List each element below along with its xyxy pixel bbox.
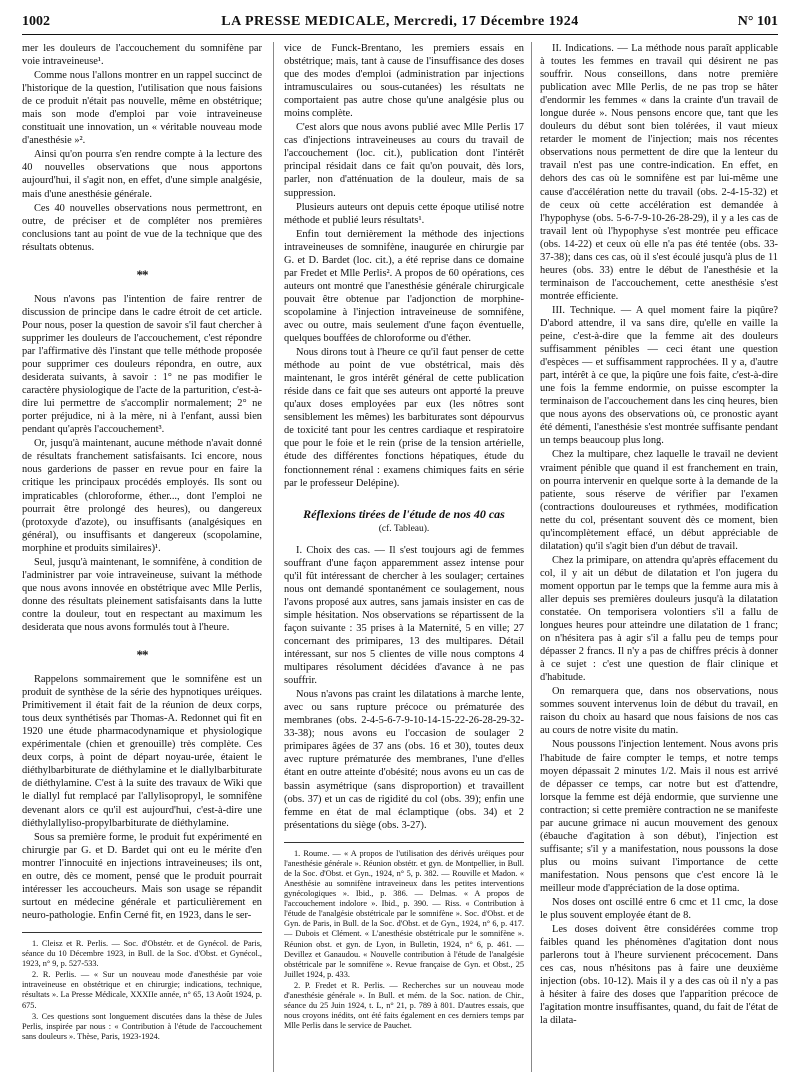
paragraph: Rappelons sommairement que le somnifène est un produit de synthèse de la série des hypnotiques uréiques. Primitivement il était fait de la réunion de deux corps, tous deux synthétisés par Thomas-A. Redonnet qui fit en 1920 une étude pharmacodynamique et physiologique expérimentale (chien et grenouille) très complète. Ces deux corps, à point de départ noyau-urée, étaient le diéthylbarbiturate de diéthylamine et le diallylbarbiturate de diéthylamine. C'est à la suite des travaux de Wiki que le diallyl fut remplacé par l'allylisopropyl, le somnifène devenant alors ce qu'il est aujourd'hui, c'est-à-dire une diéthylallyliso-propylbarbiturate de diéthylamine. (22, 674, 262, 829)
paragraph: Nous dirons tout à l'heure ce qu'il faut penser de cette méthode au point de vue obstétrical, mais dès maintenant, le gros intérêt général de cette publication réside dans ce fait que ses auteurs ont apporté la preuve qu'aux doses employées par eux (les nôtres sont sensiblement les mêmes) les barbiturates sont dépourvus de toxicité tant pour les centres cardiaque et respiratoire que pour le foie et le rein (prise de la tension artérielle, étude des différentes fonctions hépatiques, étude du fonctionnement rénal : examens chimiques faits en série par le professeur Delépine). (284, 347, 524, 489)
paragraph: Chez la primipare, on attendra qu'après effacement du col, il y ait un début de dilatation et l'on jugera du moment opportun par le temps que la femme aura mis à aller depuis ses premières douleurs jusqu'à la dilatation constatée. On temporisera volontiers s'il a fallu de longues heures pour atteindre une dilatation de 1 franc; on n'hésitera pas à agir s'il a fallu peu de temps pour dépasser 2 francs. Il n'y a pas de chiffres précis à donner à ce sujet : c'est une question de flair clinique et d'habitude. (540, 554, 778, 684)
paragraph: On remarquera que, dans nos observations, nous sommes souvent intervenus loin de début du travail, en raison du choix au hasard que nous faisions de nos cas au cours de notre visite du matin. (540, 686, 778, 737)
paragraph: Enfin tout dernièrement la méthode des injections intraveineuses de somnifène, inaugurée en chirurgie par G. et D. Bardet (loc. cit.), a été reprise dans ce domaine par Fredet et Mlle Perlis². A propos de 60 opérations, ces auteurs ont montré que l'anesthésie générale chirurgicale pouvait être obtenue par l'adjonction de morphine-scopolamine à l'injection intraveineuse de somnifène, avec ou outre, mais seulement d'une façon éventuelle, quelques bouffées de chloroforme ou d'éther. (284, 228, 524, 345)
section-separator: ** (136, 647, 148, 663)
paragraph: III. Technique. — A quel moment faire la piqûre? D'abord attendre, il va sans dire, qu'elle en vaille la peine, c'est-à-dire que la femme ait des douleurs suffisamment pénibles — ceci étant une question d'espèces — et suffisamment rapprochées. Il y a, d'autre part, intérêt à ce que, la piqûre une fois faite, c'est-à-dire une fois la femme endormie, on puisse escompter la terminaison de l'accouchement dans les cinq heures, bien que nous ayons des observations où, ce pronostic ayant été démenti, l'anesthésie s'est montrée suffisante pendant un temps beaucoup plus long. (540, 304, 778, 447)
paragraph: Sous sa première forme, le produit fut expérimenté en chirurgie par G. et D. Bardet qui ont eu le mérite d'en montrer l'innocuité en injections intraveineuses; ils ont, en outre, dès ce moment, pensé que le produit pourrait intéresser les accoucheurs. Mais son usage se répandit surtout en médecine générale et particulièrement en neuro-pathologie. Enfin Cerné fit, en 1923, dans le ser- (22, 831, 262, 921)
footnote-rule (22, 932, 262, 933)
issue-number: N° 101 (737, 14, 778, 29)
paragraph: Nous n'avons pas craint les dilatations à marche lente, avec ou sans rupture précoce ou prématurée des membranes (obs. 2-4-5-6-7-9-10-14-15-22-26-28-29-32-33-38); nous avons eu l'occasion de soulager 2 primipares âgées de 37 ans (obs. 16 et 30), toutes deux avec rupture prématurée des membranes, l'une d'elles étant en outre atteinte d'obésité; nous avons eu un cas de bassin asymétrique (sans disproportion) et travaillent (obs. 37) et un cas de rigidité du col (obs. 39); enfin une femme en état de mal éclamptique (obs. 34) et 2 présentations du siège (obs. 3-27). (284, 689, 524, 831)
section-separator: ** (136, 266, 148, 282)
footnote-rule (284, 842, 524, 843)
page-header (22, 10, 778, 35)
paragraph: I. Choix des cas. — Il s'est toujours agi de femmes souffrant d'une façon apparemment assez intense pour qu'il fût intéressant de chercher à les soulager; certaines nous ont demandé spontanément ce soulagement, nous l'avons proposé aux autres, sans jamais insister en cas de simple hésitation. Nos observations se répartissent de la façon suivante : 35 prises à la Maternité, 5 en ville; 27 concernant des primipares, 13 des multipares. Détail intéressant, sur nos 5 clientes de ville nous comptons 4 multipares résolument décidées d'avance à ne pas souffrir. (284, 544, 524, 687)
paragraph: II. Indications. — La méthode nous paraît applicable à toutes les femmes en travail qui désirent ne pas souffrir. Nous conseillons, dans notre première publication avec Mlle Perlis, de ne pas trop se hâter d'endormir les femmes « dans la crainte d'un travail de longue durée ». Nous pensons encore que, tant que les douleurs du début sont bien tolérées, il vaut mieux retarder le moment de l'injection; mais nos récentes observations nous permettent de dire que la lenteur du travail n'est pas une contre-indication. En effet, en dehors des cas où le somnifène est par lui-même une cause d'accélération nette du travail (obs. 2-4-15-32) et de ceux où cette accélération est demandée à l'hypophyse (obs. 5-6-7-9-10-26-28-29), il y a les cas de travail lent où l'hypophyse s'est montrée peu efficace (obs. 14-22) et ceux où elle n'a pas été tentée (obs. 33-37-38); dans ces cas, où il s'est écoulé jusqu'à plus de 11 heures (obs. 33) entre le début de l'anesthésie et la terminaison de l'accouchement, cette anesthésie s'est montrée efficiente. (540, 43, 778, 302)
footnote: 1. Cleisz et R. Perlis. — Soc. d'Obstétr. et de Gynécol. de Paris, séance du 10 Décembre 1923, in Bull. de la Soc. d'Obst. et Gynécol., 1923, n° 9, p. 527-533. (22, 938, 262, 969)
footnotes (284, 849, 524, 1032)
footnotes (22, 939, 262, 1042)
page-number: 1002 (22, 14, 50, 29)
paragraph: Nos doses ont oscillé entre 6 cmc et 11 cmc, la dose le plus souvent employée étant de 8. (540, 897, 778, 922)
paragraph: Nous n'avons pas l'intention de faire rentrer de discussion de principe dans le cadre étroit de cet article. Pour nous, poser la question de savoir s'il faut chercher à supprimer les douleurs de l'accouchement, c'est répondre par l'affirmative dès l'instant que telle méthode proposée pour supprimer ces douleurs répondra, en outre, aux desiderata suivants, à savoir : 1° ne pas modifier le caractère physiologique de l'acte de la parturition, c'est-à-dire lui permettre de s'accomplir normalement; 2° ne porter préjudice, ni à la mère, ni à l'enfant, aussi bien pendant qu'après l'accouchement³. (22, 293, 262, 436)
footnote: 2. R. Perlis. — « Sur un nouveau mode d'anesthésie par voie intraveineuse en obstétrique et en chirurgie; indications, technique, résultats ». La Presse Médicale, XXXIIe année, n° 65, 13 Août 1924, p. 675. (22, 970, 262, 1010)
journal-title: LA PRESSE MEDICALE, Mercredi, 17 Décembre 1924 (221, 14, 579, 29)
paragraph: C'est alors que nous avons publié avec Mlle Perlis 17 cas d'injections intraveineuses au cours du travail de l'accouchement (loc. cit.), publication dont l'intérêt principal résidait dans ce fait qu'on pouvait, dès lors, parler, non d'atténuation de la douleur, mais de sa suppression. (284, 122, 524, 199)
paragraph: Plusieurs auteurs ont depuis cette époque utilisé notre méthode et publié leurs résultats¹. (284, 201, 524, 226)
paragraph: Chez la multipare, chez laquelle le travail ne devient vraiment pénible que quand il est franchement en train, on pourra intervenir en quelque sorte à la demande de la patiente, sous réserve de vérifier par l'examen (contractions douloureuses et rythmées, modification nette du col, présentant souvent dès ce moment, bien qu'incomplètement effacé, un début appréciable de dilatation) qu'il s'agit bien d'un début de travail. (540, 449, 778, 552)
column-divider (273, 42, 274, 1072)
paragraph: Seul, jusqu'à maintenant, le somnifène, à condition de l'administrer par voie intraveineuse, suivant la méthode que nous avons innovée en obstétrique avec Mlle Perlis, donne des résultats pleinement satisfaisants dans la lutte contre la douleur, tout en respectant au maximum les desiderata que nous avons formulés tout à l'heure. (22, 556, 262, 633)
footnote: 1. Roume. — « A propos de l'utilisation des dérivés uréiques pour l'anesthésie générale ». Réunion obstétr. et gyn. de Montpellier, in Bull. de la Soc. d'Obst. et Gyn., 1924, n° 5, p. 382. — Rouville et Madon. « Anesthésie au somnifène intraveineux dans les petites interventions gynécologiques ». Ibid., p. 386. — Delmas. « A propos de l'accouchement indolore ». Ibid., p. 390. — Riss. « Contribution à l'étude de l'analgésie obstétricale par le somnifène ». Soc. d'Obst. et de Gyn. de Paris, in Bull. de la Soc. d'Obst. et de Gyn., 1924, n° 6, p. 417. — Dubois et Clément. « L'anesthésie obstétricale pur le somnifène ». Réunion obst. et gyn. de Lyon, in Bulletin, 1924, n° 6, p. 461. — Devillez et Ganaudou. « Nouvelle contribution à l'étude de l'analgésie obstétricale par le somnifène ». Revue française de Gyn. et Obst., 25 Juillet 1924, p. 433. (284, 848, 524, 979)
footnote: 2. P. Fredet et R. Perlis. — Recherches sur un nouveau mode d'anesthésie générale ». In Bull. et mém. de la Soc. nation. de Chir., séance du 25 Juin 1924, t. L, n° 21, p. 789 à 801. D'autres essais, que nous croyons inédits, ont été faits également en ces derniers temps par Mlle Perlis dans le service de Pauchet. (284, 980, 524, 1031)
paragraph: Les doses doivent être considérées comme trop faibles quand les phénomènes d'agitation dont nous parlerons tout à l'heure survienent précocement. Dans ces cas, nous n'hésitons pas à faire une deuxième injection (obs. 10-12). Mais il y a des cas où il n'y a pas à hésiter à faire des doses que l'apparition précoce de l'agitation montre insuffisantes, quand, du fait de l'état de la dilata- (540, 924, 778, 1027)
paragraph: Or, jusqu'à maintenant, aucune méthode n'avait donné de résultats franchement satisfaisants. Ici encore, nous nous garderions de passer en revue pour en faire la critique les principaux procédés employés. Ils sont ou impraticables (chloroforme, éther..., dont l'emploi ne pourrait être prolongé des heures), ou dangereux (protoxyde d'azote), ou insuffisants (analgésiques en général), ou insuffisants et dangereux (scopolamine, morphine et produits similaires)¹. (22, 438, 262, 554)
paragraph: Ainsi qu'on pourra s'en rendre compte à la lecture des 40 nouvelles observations que nous apportons aujourd'hui, il s'agit non, en effet, d'une simple analgésie, mais d'une anesthésie générale. (22, 149, 262, 200)
paragraph: Comme nous l'allons montrer en un rappel succinct de l'historique de la question, l'utilisation que nous faisions de ce produit n'était pas nouvelle, même en obstétrique; mais son mode d'emploi par voie intraveineuse constituait une innovation, un « véritable nouveau mode d'anesthésie »². (22, 70, 262, 147)
column-2 (284, 42, 524, 1078)
paragraph: mer les douleurs de l'accouchement du somnifène par voie intraveineuse¹. (22, 43, 262, 68)
column-1 (22, 42, 262, 1078)
paragraph: Nous poussons l'injection lentement. Nous avons pris l'habitude de faire compter le temps, et notre temps moyen dépassait 2 minutes 1/2. Mais il nous est arrivé de dépasser ce temps, car notre but est d'attendre, lorsque la femme est déjà endormie, que survienne une contraction; si cette première contraction ne se manifeste par aucune grimace ni aucun mouvement des genoux (ébauche d'agitation à son début), l'injection est suffisante; s'il y a manifestation, nous poussons la dose plus ou moins suivant l'importance de cette manifestation. Nous pensons que c'est encore là le meilleur mode d'appréciation de la dose optima. (540, 739, 778, 894)
column-3 (540, 42, 778, 1078)
footnote: 3. Ces questions sont longuement discutées dans la thèse de Jules Perlis, inspirée par nous : « Contribution à l'étude de l'accouchement sans douleurs ». Thèse, Paris, 1923-1924. (22, 1011, 262, 1041)
section-title: Réflexions tirées de l'étude de nos 40 cas (303, 506, 505, 521)
section-subtitle: (cf. Tableau). (378, 523, 430, 534)
paragraph: Ces 40 nouvelles observations nous permettront, en outre, de préciser et de compléter nos premières conclusions tant au point de vue de la technique que des résultats obtenus. (22, 202, 262, 253)
paragraph: vice de Funck-Brentano, les premiers essais en obstétrique; mais, tant à cause de l'insuffisance des doses que des modes d'emploi (administration par injections intramusculaires ou sous-cutanées) les résultats ne comportaient pas autre chose qu'une analgésie plus ou moins complète. (284, 43, 524, 120)
column-divider (531, 42, 532, 1072)
